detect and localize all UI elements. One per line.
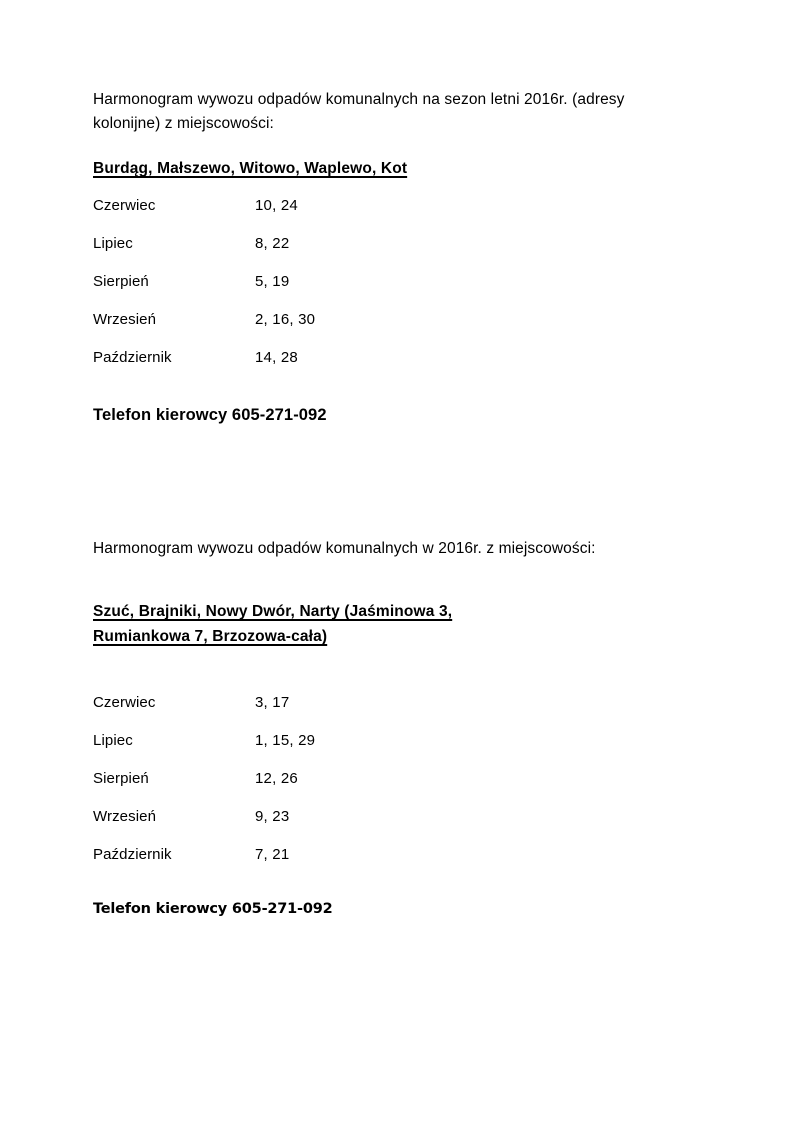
collection-dates: 9, 23 <box>255 808 290 825</box>
section-spacer <box>93 425 713 537</box>
spacer <box>93 181 713 196</box>
collection-dates: 14, 28 <box>255 349 298 366</box>
driver-phone-line: Telefon kierowcy 605-271-092 <box>93 406 327 424</box>
month-label: Sierpień <box>93 273 149 290</box>
locality-heading-line: Burdąg, Małszewo, Witowo, Waplewo, Kot <box>93 160 408 177</box>
month-label: Wrzesień <box>93 808 157 825</box>
table-row <box>93 234 315 272</box>
collection-dates: 1, 15, 29 <box>255 732 316 749</box>
table-row <box>93 196 315 234</box>
driver-phone-line: Telefon kierowcy 605-271-092 <box>93 901 333 917</box>
locality-heading <box>93 599 693 649</box>
table-row <box>93 693 315 731</box>
table-row <box>93 348 315 386</box>
schedule-section-year <box>93 537 713 917</box>
spacer <box>93 649 713 693</box>
collection-dates: 8, 22 <box>255 235 290 252</box>
month-label: Sierpień <box>93 770 149 787</box>
spacer <box>93 883 713 901</box>
collection-dates: 5, 19 <box>255 273 290 290</box>
collection-dates: 7, 21 <box>255 846 290 863</box>
section-intro-paragraph: Harmonogram wywozu odpadów komunalnych w 2016r. z miejscowości: <box>93 540 596 557</box>
table-row <box>93 310 315 348</box>
month-label: Lipiec <box>93 732 133 749</box>
locality-heading <box>93 156 693 181</box>
table-row <box>93 769 315 807</box>
month-label: Wrzesień <box>93 311 157 328</box>
section-intro-paragraph: Harmonogram wywozu odpadów komunalnych na sezon letni 2016r. (adresy kolonijne) z miejscowości: <box>93 91 625 132</box>
table-row <box>93 807 315 845</box>
spacer <box>93 136 713 156</box>
table-row <box>93 845 315 883</box>
collection-schedule-table <box>93 196 315 386</box>
collection-schedule-table <box>93 693 315 883</box>
collection-dates: 2, 16, 30 <box>255 311 316 328</box>
spacer <box>93 561 713 599</box>
table-row <box>93 272 315 310</box>
collection-dates: 10, 24 <box>255 197 298 214</box>
month-label: Październik <box>93 349 172 366</box>
month-label: Lipiec <box>93 235 133 252</box>
collection-dates: 12, 26 <box>255 770 298 787</box>
month-label: Październik <box>93 846 172 863</box>
locality-heading-line: Szuć, Brajniki, Nowy Dwór, Narty (Jaśminowa 3, <box>93 603 453 620</box>
schedule-section-summer <box>93 88 713 425</box>
month-label: Czerwiec <box>93 694 156 711</box>
collection-dates: 3, 17 <box>255 694 290 711</box>
table-row <box>93 731 315 769</box>
spacer <box>93 386 713 406</box>
locality-heading-line: Rumiankowa 7, Brzozowa-cała) <box>93 628 328 645</box>
month-label: Czerwiec <box>93 197 156 214</box>
document-content <box>93 88 713 917</box>
